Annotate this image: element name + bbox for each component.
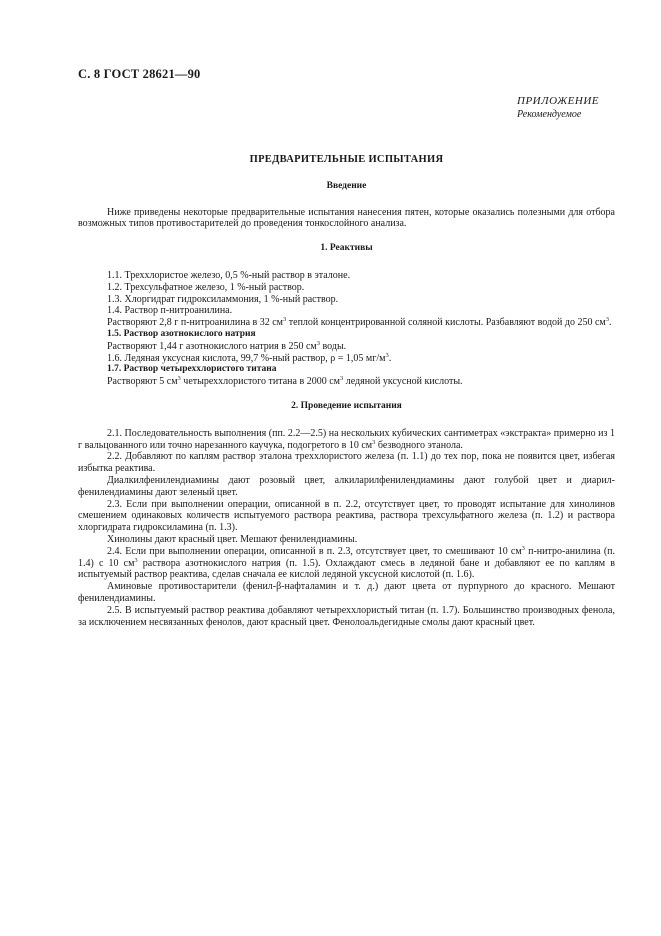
appendix-note: Рекомендуемое [517,109,582,120]
para-2-2b: Диалкилфенилендиамины дают розовый цвет, алкиларилфенилендиамины дают голубой цвет и диарил-фенилендиамины дают зеленый цвет. [78,474,615,498]
intro-heading: Введение [326,180,367,191]
document-title: ПРЕДВАРИТЕЛЬНЫЕ ИСПЫТАНИЯ [249,154,444,165]
para-2-4b: Аминовые противостарители (фенил-β-нафталамин и т. д.) дают цвета от пурпурного до красного. Мешают фенилендиамины. [78,581,615,604]
appendix-label-block [517,95,599,121]
item-1-6: 1.6. Ледяная уксусная кислота, 99,7 %-ный раствор, ρ = 1,05 $мг/м^3$. [107,351,392,364]
document-body [78,154,615,628]
appendix-label: ПРИЛОЖЕНИЕ [517,95,599,107]
item-1-3: 1.3. Хлоргидрат гидроксиламмония, 1 %-ный раствор. [107,293,339,305]
item-1-1: 1.1. Треххлористое железо, 0,5 %-ный раствор в эталоне. [107,269,351,281]
para-2-4: 2.4. Если при выполнении операции, описанной в п. 2.3, отсутствует цвет, то смешивают 10 $см^3$ п-нитро-анилина (п. 1.4) с 10 $см^3$ раствора азотнокислого натрия (п. 1.5). Охлаждают смесь в ледяной бане и добавляют ее по каплям в испытуемый раствор реактива, сделав сначала ее кислой ледяной уксусной кислотой (п. 1.6). [78,544,615,581]
para-2-1: 2.1. Последовательность выполнения (пп. 2.2—2.5) на нескольких кубических сантиметрах «экстракта» примерно из 1 г вальцованного или точно нарезанного каучука, подогретого в 10 $см^3$ безводного этанола. [78,427,615,451]
section1-heading: 1. Реактивы [320,243,373,254]
para-2-3b: Хинолины дают красный цвет. Мешают фенилендиамины. [107,533,358,545]
section2-heading: 2. Проведение испытания [291,400,402,411]
para-2-3: 2.3. Если при выполнении операции, описанной в п. 2.2, отсутствует цвет, то проводят испытание для хинолинов смешением одинаковых количеств испытуемого раствора реактива, раствора трехсульфатного железа (п. 1.2) и раствора хлоргидрата гидроксиламина (п. 1.3). [78,498,615,534]
item-1-7-text: Растворяют 5 $см^3$ четыреххлористого титана в 2000 $см^3$ ледяной уксусной кислоты. [107,375,463,388]
item-1-5-text: Растворяют 1,44 г азотнокислого натрия в 250 $см^3$ воды. [107,339,347,352]
intro-paragraph: Ниже приведены некоторые предварительные испытания нанесения пятен, которые оказались полезными для отбора возможных типов противостарителей до проведения тонкослойного анализа. [78,206,615,230]
item-1-4-text: Растворяют 2,8 г п-нитроанилина в 32 $см^3$ теплой концентрированной соляной кислоты. Разбавляют водой до 250 $см^3$. [107,316,612,329]
item-1-5-heading: 1.5. Раствор азотнокислого натрия [107,328,256,339]
item-1-7-heading: 1.7. Раствор четыреххлористого титана [107,364,277,375]
item-1-4: 1.4. Раствор п-нитроанилина. [107,305,233,317]
para-2-2: 2.2. Добавляют по каплям раствор эталона треххлористого железа (п. 1.1) до тех пор, пока не появится цвет, избегая избытка реактива. [78,451,615,475]
item-1-2: 1.2. Трехсульфатное железо, 1 %-ный раствор. [107,281,305,293]
page-header: С. 8 ГОСТ 28621—90 [78,67,201,81]
para-2-5: 2.5. В испытуемый раствор реактива добавляют четыреххлористый титан (п. 1.7). Большинство производных фенола, за исключением несвязанных фенолов, дают красный цвет. Фенолоальдегидные смолы дают красный цвет. [78,604,615,628]
